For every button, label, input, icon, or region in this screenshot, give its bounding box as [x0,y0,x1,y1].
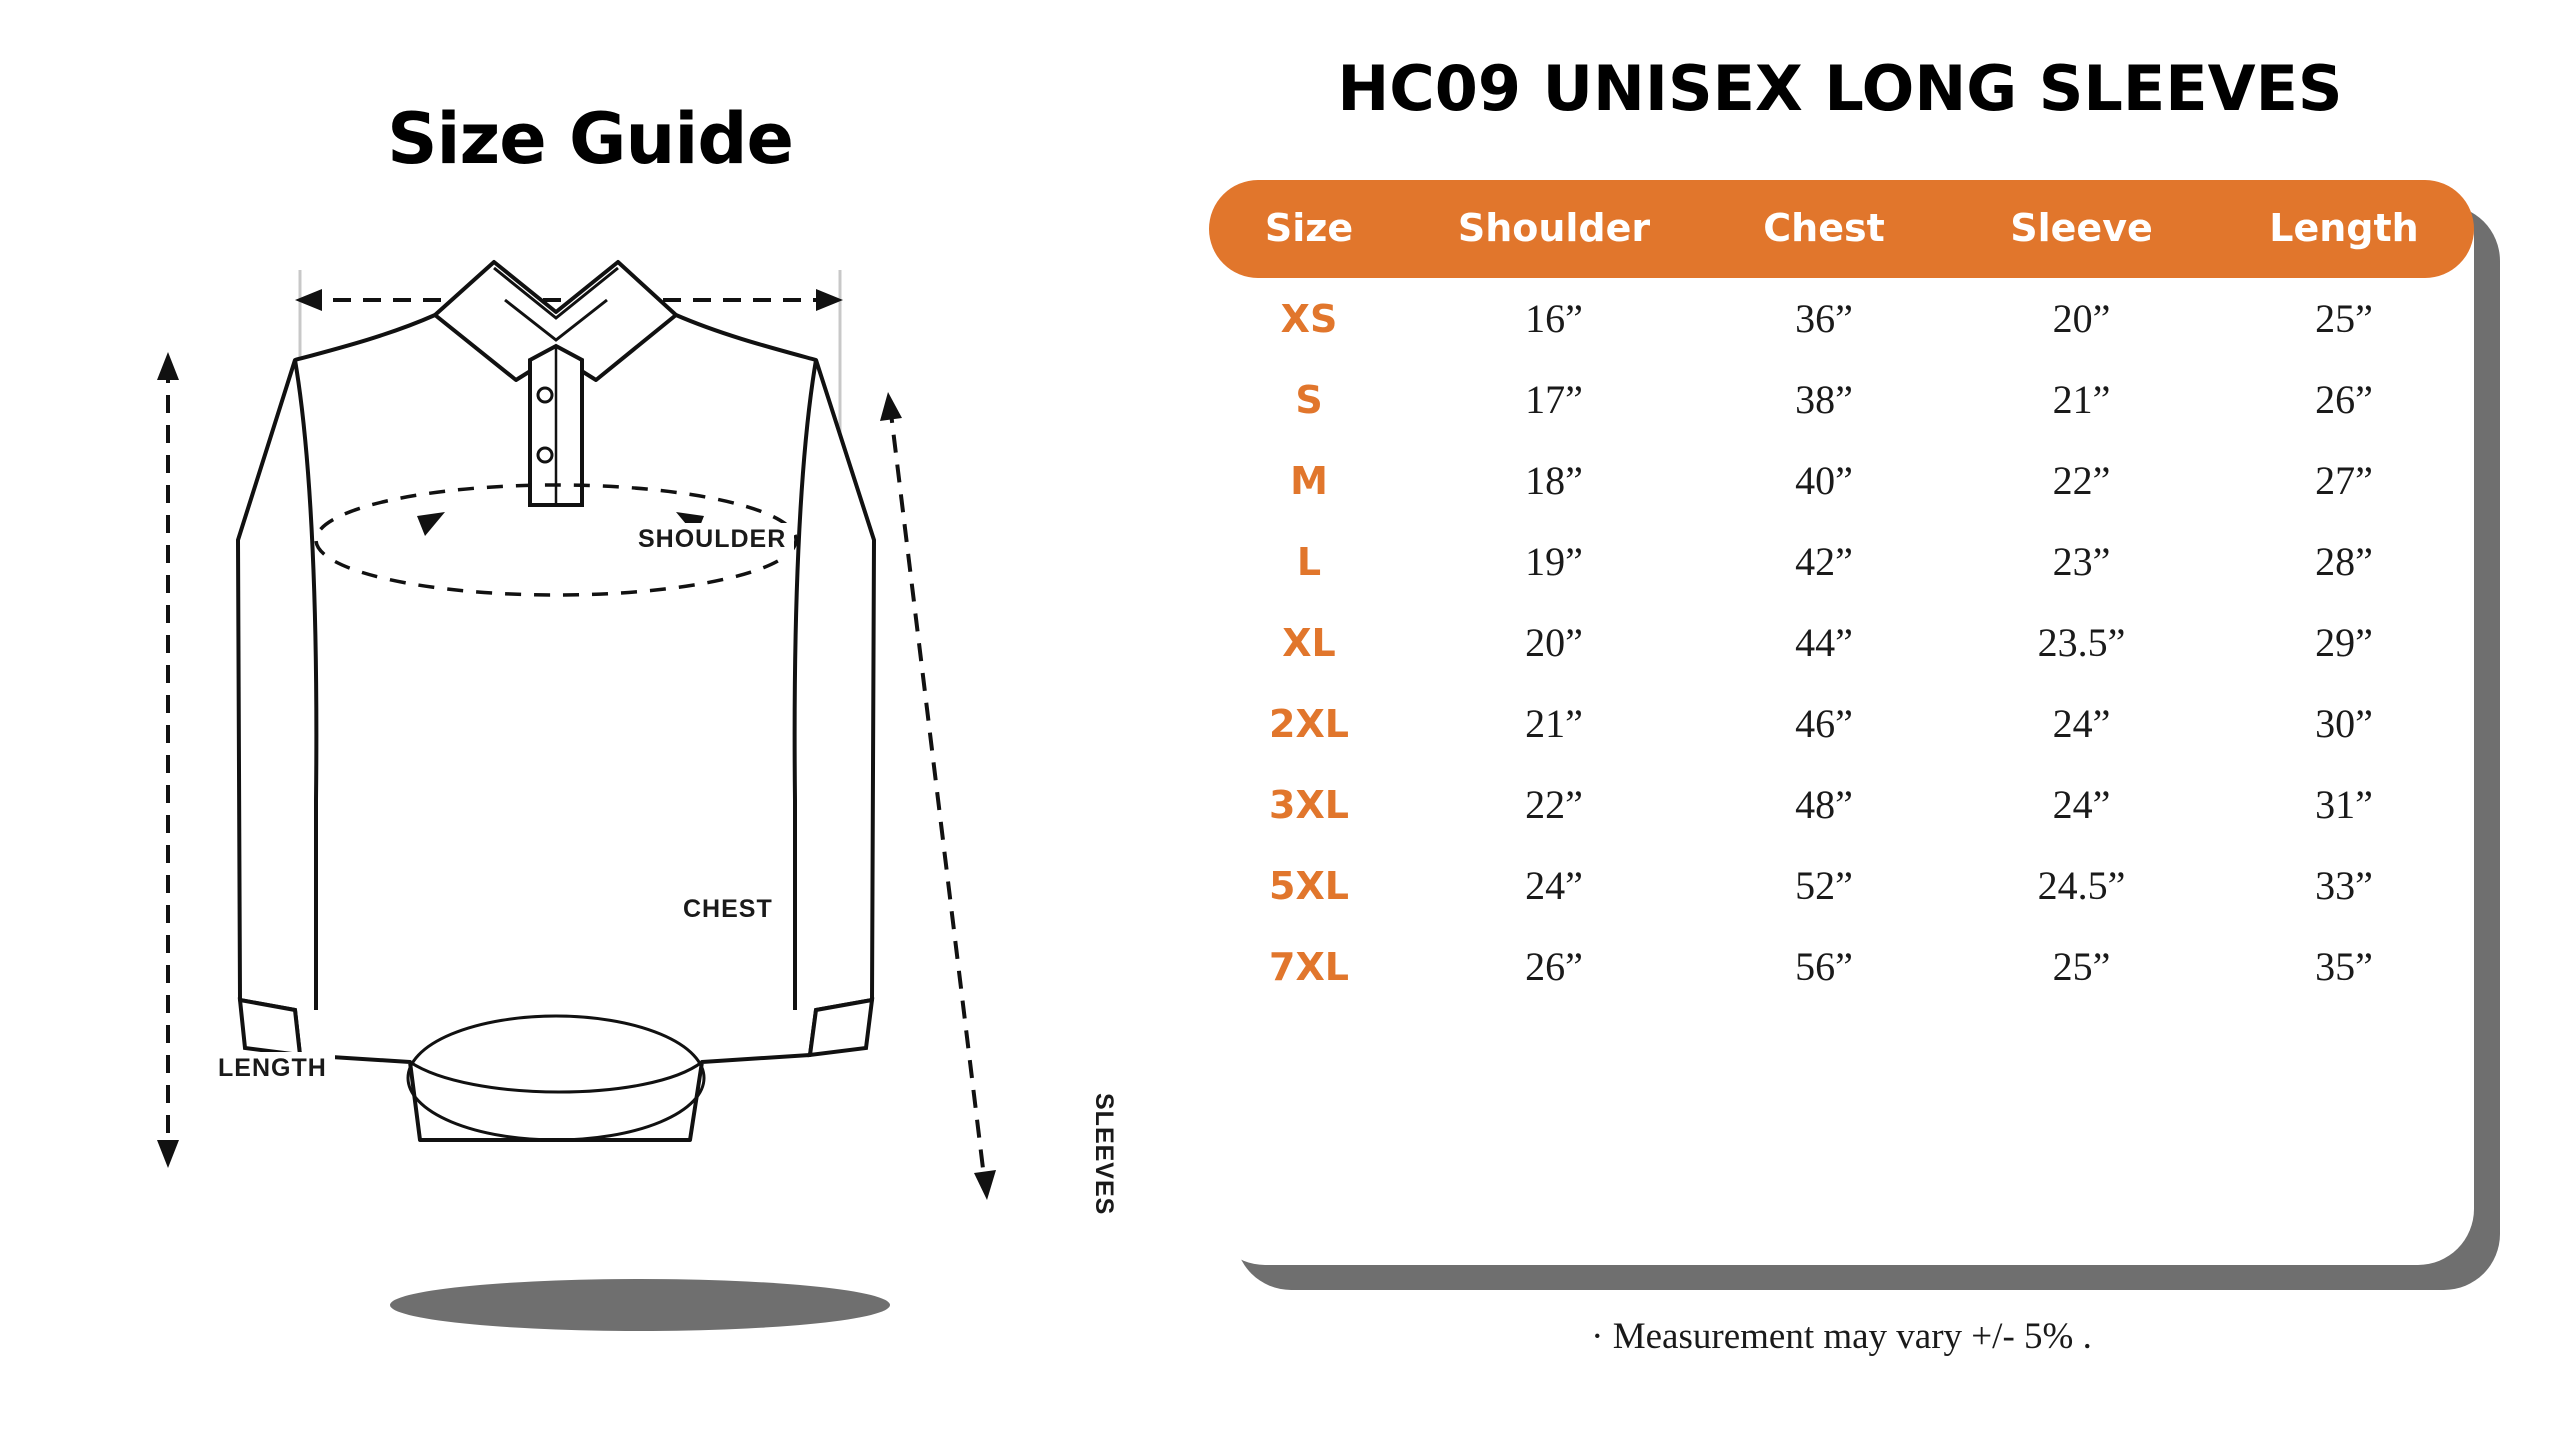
cell-size: 3XL [1269,782,1349,827]
cell-sleeve: 23.5” [2037,620,2126,665]
diagram-label-length: LENGTH [210,1052,335,1085]
cell-chest: 36” [1795,296,1853,341]
diagram-label-shoulder: SHOULDER [630,523,794,556]
cell-length: 28” [2315,539,2373,584]
cell-size: S [1295,377,1323,422]
cell-chest: 42” [1795,539,1853,584]
cell-size: XS [1280,296,1338,341]
cell-shoulder: 16” [1525,296,1583,341]
column-header-chest: Chest [1699,180,1949,278]
size-chart-title: HC09 UNISEX LONG SLEEVES [1337,52,2343,125]
cell-length: 26” [2315,377,2373,422]
cell-sleeve: 23” [2052,539,2111,584]
cell-sleeve: 20” [2052,296,2111,341]
cell-shoulder: 24” [1525,863,1583,908]
diagram-label-chest: CHEST [675,893,781,926]
cell-chest: 44” [1795,620,1853,665]
cell-shoulder: 19” [1525,539,1583,584]
column-header-shoulder: Shoulder [1409,180,1699,278]
size-guide-heading: Size Guide [387,98,793,180]
cell-length: 33” [2315,863,2373,908]
table-row [1209,359,2474,440]
cell-sleeve: 24” [2052,782,2111,827]
table-row [1209,764,2474,845]
cell-size: L [1296,539,1322,584]
measurement-disclaimer: · Measurement may vary +/- 5% . [1591,1316,2092,1357]
cell-chest: 46” [1795,701,1853,746]
table-header-row [1209,180,2474,278]
table-row [1209,602,2474,683]
cell-size: 7XL [1269,944,1349,989]
table-row [1209,440,2474,521]
cell-sleeve: 24.5” [2037,863,2126,908]
cell-chest: 38” [1795,377,1853,422]
cell-sleeve: 24” [2052,701,2111,746]
cell-shoulder: 20” [1525,620,1583,665]
cell-length: 27” [2315,458,2373,503]
cell-chest: 48” [1795,782,1853,827]
column-header-sleeve: Sleeve [1949,180,2214,278]
table-row [1209,278,2474,359]
cell-size: M [1290,458,1328,503]
table-row [1209,926,2474,1007]
diagram-label-sleeves: SLEEVES [1087,1085,1120,1223]
cell-length: 31” [2315,782,2373,827]
cell-shoulder: 26” [1525,944,1583,989]
table-header [1209,180,2474,278]
size-guide-diagram-panel [0,0,1180,1440]
cell-chest: 40” [1795,458,1853,503]
cell-shoulder: 22” [1525,782,1583,827]
size-chart-table [1209,180,2474,1007]
cell-sleeve: 25” [2052,944,2111,989]
cell-shoulder: 21” [1525,701,1583,746]
table-row [1209,521,2474,602]
table-body [1209,278,2474,1007]
shirt-technical-drawing [90,240,1130,1360]
table-row [1209,845,2474,926]
cell-chest: 52” [1795,863,1853,908]
shirt-ground-shadow [380,1270,900,1340]
column-header-length: Length [2214,180,2474,278]
cell-size: 5XL [1269,863,1349,908]
cell-length: 29” [2315,620,2373,665]
cell-length: 35” [2315,944,2373,989]
cell-chest: 56” [1795,944,1853,989]
cell-size: 2XL [1269,701,1349,746]
cell-size: XL [1282,620,1336,665]
cell-shoulder: 17” [1525,377,1583,422]
cell-length: 25” [2315,296,2373,341]
table-row [1209,683,2474,764]
cell-sleeve: 21” [2052,377,2111,422]
cell-length: 30” [2315,701,2373,746]
cell-sleeve: 22” [2052,458,2111,503]
cell-shoulder: 18” [1525,458,1583,503]
column-header-size: Size [1209,180,1409,278]
